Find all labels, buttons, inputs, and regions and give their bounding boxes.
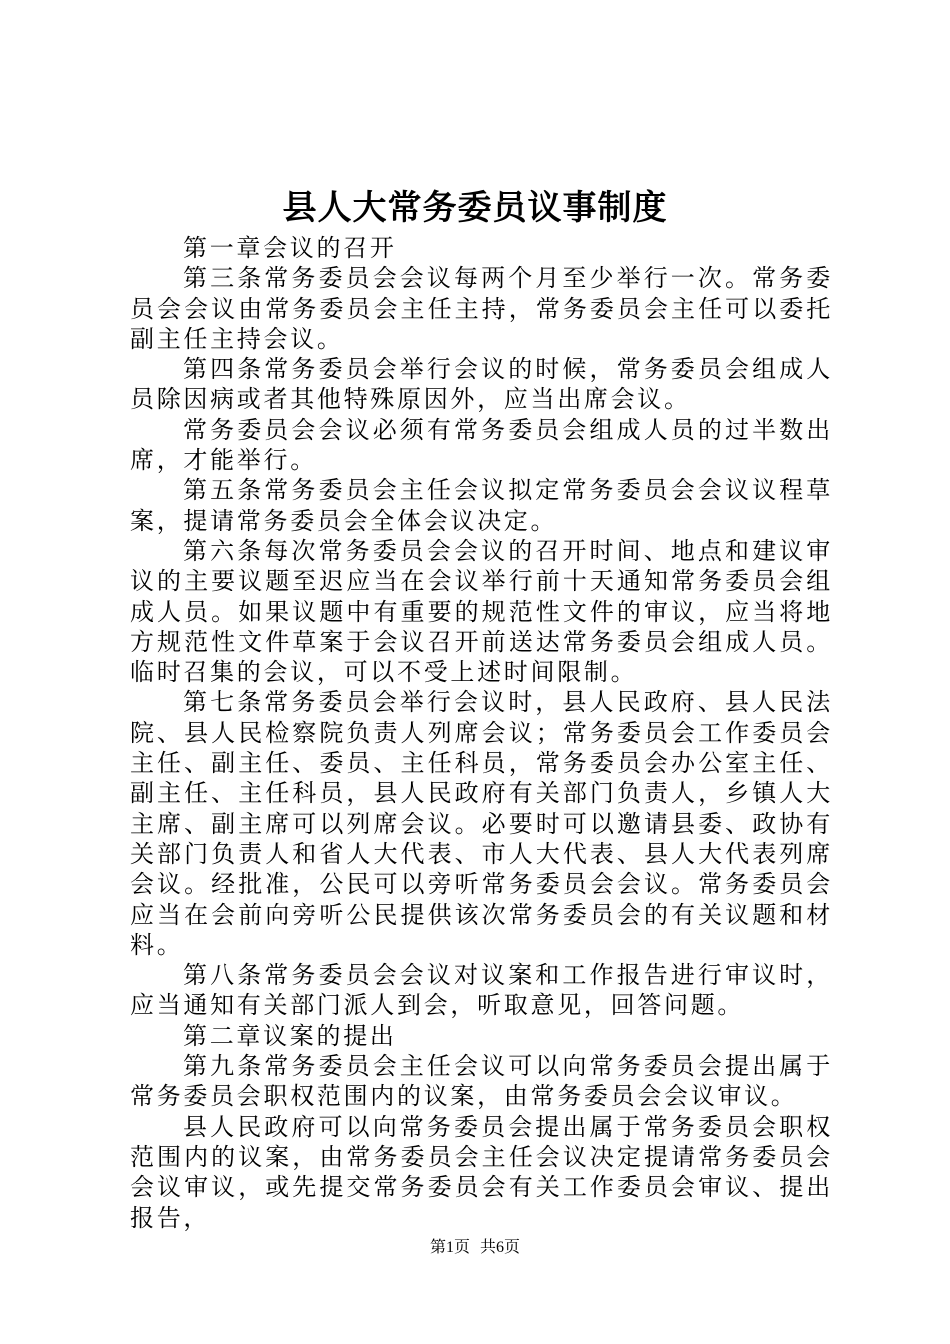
document-body [130, 233, 833, 1233]
paragraph: 第六条每次常务委员会会议的召开时间、地点和建议审议的主要议题至迟应当在会议举行前十天通知常务委员会组成人员。如果议题中有重要的规范性文件的审议，应当将地方规范性文件草案于会议召开前送达常务委员会组成人员。临时召集的会议，可以不受上述时间限制。 [130, 536, 833, 687]
paragraph: 第九条常务委员会主任会议可以向常务委员会提出属于常务委员会职权范围内的议案，由常务委员会会议审议。 [130, 1052, 833, 1111]
paragraph: 第三条常务委员会会议每两个月至少举行一次。常务委员会会议由常务委员会主任主持，常务委员会主任可以委托副主任主持会议。 [130, 264, 833, 353]
document-title: 县人大常务委员议事制度 [282, 188, 668, 228]
paragraph: 县人民政府可以向常务委员会提出属于常务委员会职权范围内的议案，由常务委员会主任会议决定提请常务委员会会议审议，或先提交常务委员会有关工作委员会审议、提出报告， [130, 1112, 833, 1232]
paragraph: 第四条常务委员会举行会议的时候，常务委员会组成人员除因病或者其他特殊原因外，应当出席会议。 [130, 355, 833, 414]
page-total: 共6页 [480, 1239, 521, 1256]
chapter-heading: 第一章会议的召开 [183, 234, 397, 262]
page-number: 第1页 [429, 1239, 470, 1256]
paragraph: 第七条常务委员会举行会议时，县人民政府、县人民法院、县人民检察院负责人列席会议；常务委员会工作委员会主任、副主任、委员、主任科员，常务委员会办公室主任、副主任、主任科员，县人民政府有关部门负责人，乡镇人大主席、副主席可以列席会议。必要时可以邀请县委、政协有关部门负责人和省人大代表、市人大代表、县人大代表列席会议。经批准，公民可以旁听常务委员会会议。常务委员会应当在会前向旁听公民提供该次常务委员会的有关议题和材料。 [130, 688, 833, 959]
page-footer [0, 1238, 950, 1258]
paragraph: 第八条常务委员会会议对议案和工作报告进行审议时，应当通知有关部门派人到会，听取意见，回答问题。 [130, 961, 833, 1020]
paragraph: 第五条常务委员会主任会议拟定常务委员会会议议程草案，提请常务委员会全体会议决定。 [130, 476, 833, 535]
chapter-heading: 第二章议案的提出 [183, 1021, 397, 1050]
paragraph: 常务委员会会议必须有常务委员会组成人员的过半数出席，才能举行。 [130, 415, 833, 475]
